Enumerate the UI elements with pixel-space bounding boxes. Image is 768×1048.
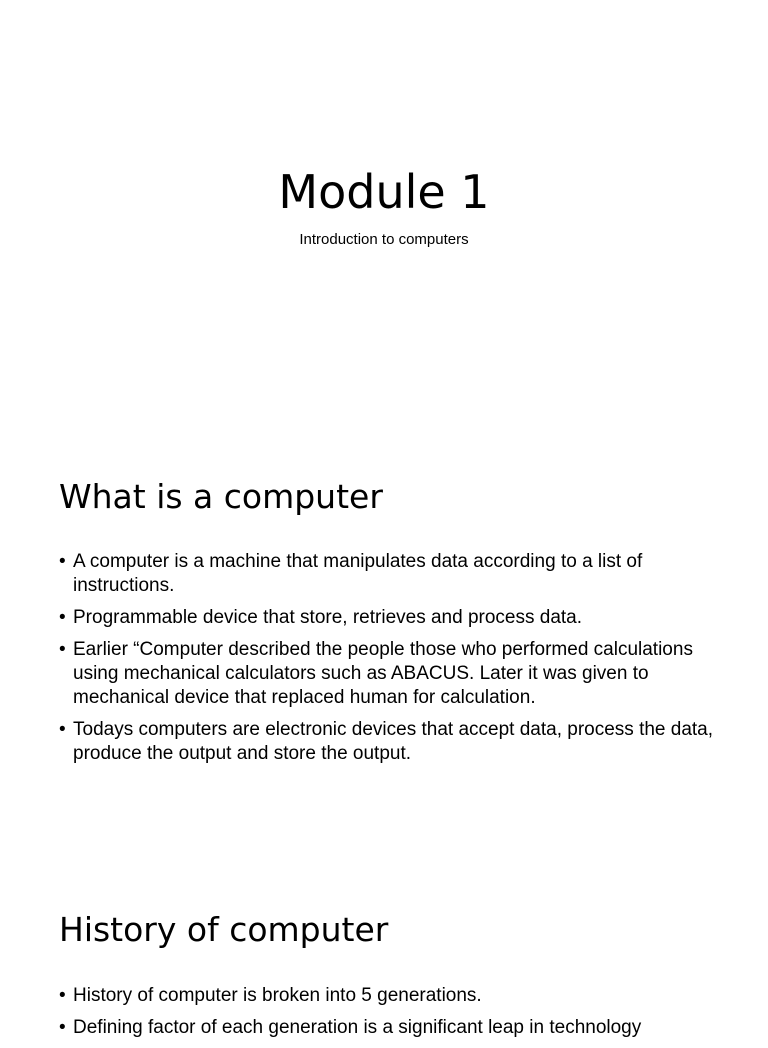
bullet-list <box>59 984 719 1048</box>
bullet-text: Earlier “Computer described the people those who performed calculations using mechanical calculators such as ABACUS. Later it was given to mechanical device that replaced human for calculation. <box>73 639 693 708</box>
slide-what-is-a-computer <box>0 432 768 864</box>
bullet-glyph: • <box>59 551 66 572</box>
bullet-glyph: • <box>59 985 66 1006</box>
bullet-item <box>59 1016 719 1040</box>
bullet-glyph: • <box>59 607 66 628</box>
slide-title: Module 1 <box>278 165 490 219</box>
bullet-list <box>59 550 719 774</box>
bullet-item <box>59 718 719 766</box>
bullet-glyph: • <box>59 719 66 740</box>
slide-heading: History of computer <box>59 910 389 949</box>
slide-subtitle: Introduction to computers <box>299 231 469 248</box>
bullet-text: Defining factor of each generation is a significant leap in technology <box>73 1017 642 1038</box>
bullet-item <box>59 550 719 598</box>
bullet-item <box>59 606 719 630</box>
bullet-text: History of computer is broken into 5 generations. <box>73 985 482 1006</box>
bullet-text: Programmable device that store, retrieves and process data. <box>73 607 583 628</box>
bullet-text: A computer is a machine that manipulates data according to a list of instructions. <box>73 551 643 596</box>
slide-heading: What is a computer <box>59 477 383 516</box>
bullet-glyph: • <box>59 639 66 660</box>
bullet-glyph: • <box>59 1017 66 1038</box>
slide-history-of-computer <box>0 864 768 1038</box>
bullet-text: Todays computers are electronic devices that accept data, process the data, produce the output and store the output. <box>73 719 714 764</box>
bullet-item <box>59 638 719 710</box>
bullet-item <box>59 984 719 1008</box>
title-slide <box>0 0 768 432</box>
